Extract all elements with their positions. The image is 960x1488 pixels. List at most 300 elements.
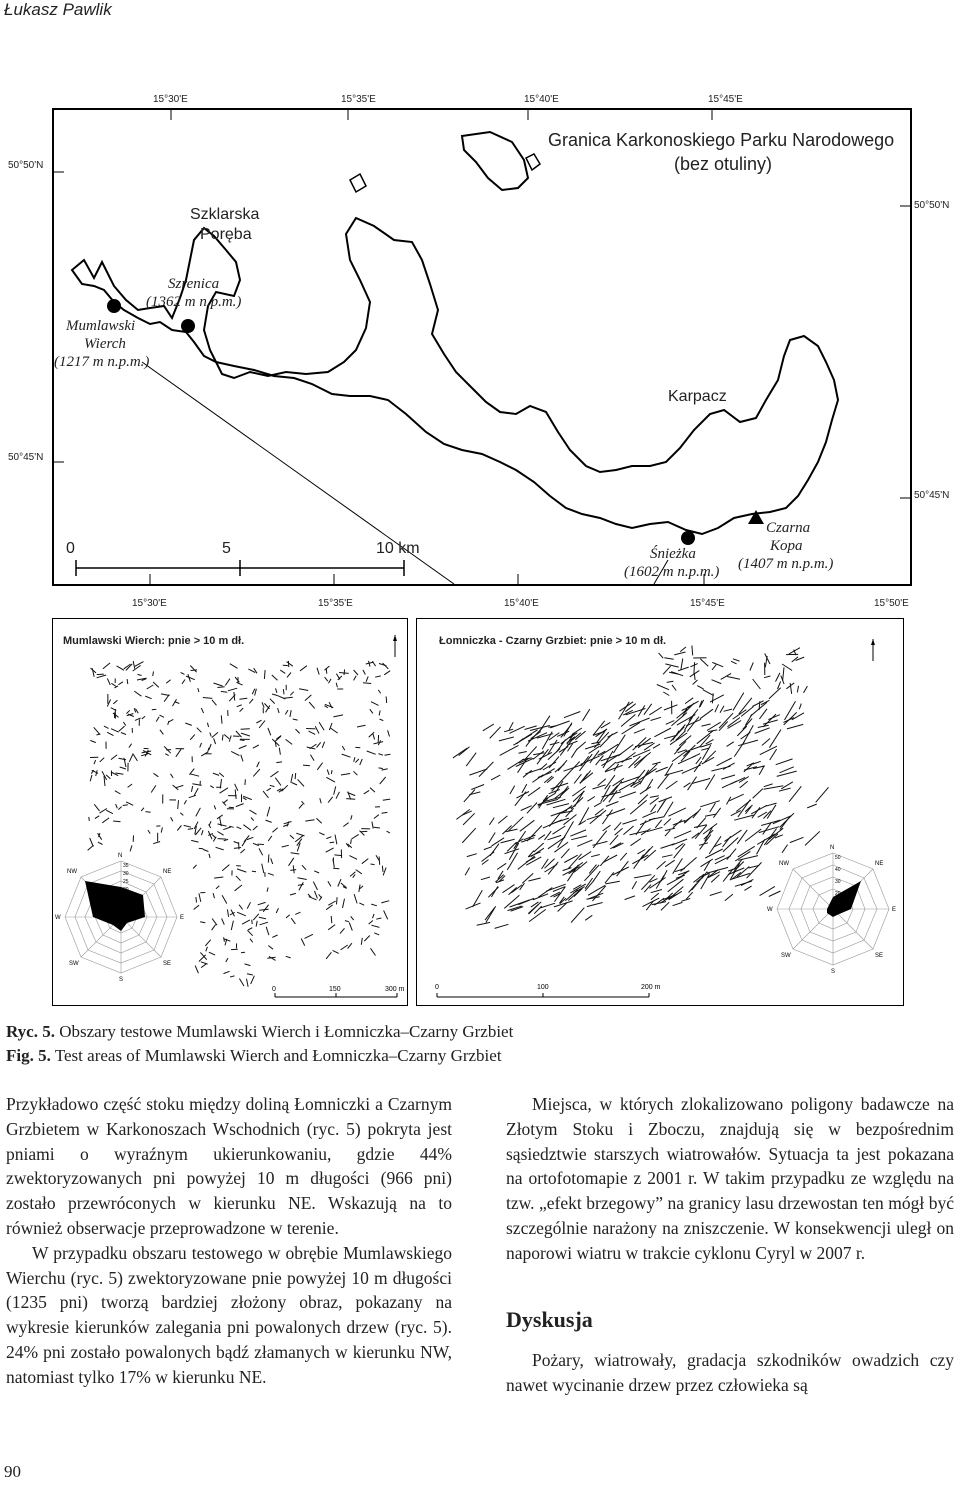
fallen-trunk-segment — [344, 669, 345, 675]
fallen-trunk-segment — [216, 847, 224, 850]
fallen-trunk-segment — [555, 764, 565, 772]
fallen-trunk-segment — [199, 955, 206, 962]
fallen-trunk-segment — [471, 785, 484, 790]
fallen-trunk-segment — [504, 729, 513, 732]
fallen-trunk-segment — [329, 702, 332, 708]
fallen-trunks-plot — [53, 619, 407, 1005]
fallen-trunk-segment — [276, 762, 282, 763]
fallen-trunk-segment — [333, 715, 343, 717]
fallen-trunk-segment — [201, 962, 208, 964]
fallen-trunk-segment — [349, 922, 352, 930]
fallen-trunk-segment — [761, 820, 780, 825]
fallen-trunk-segment — [370, 709, 373, 713]
fallen-trunk-segment — [751, 805, 767, 814]
fallen-trunk-segment — [651, 717, 662, 720]
fallen-trunk-segment — [744, 886, 751, 890]
fallen-trunk-segment — [221, 691, 227, 692]
fallen-trunk-segment — [550, 721, 569, 728]
fallen-trunk-segment — [805, 831, 820, 845]
fallen-trunk-segment — [263, 905, 268, 912]
fallen-trunk-segment — [272, 828, 277, 833]
fallen-trunk-segment — [142, 716, 145, 719]
fallen-trunk-segment — [593, 785, 606, 789]
section-heading: Dyskusja — [506, 1306, 593, 1332]
fallen-trunk-segment — [376, 918, 381, 919]
fallen-trunk-segment — [302, 801, 305, 804]
lat-label: 50°45'N — [8, 452, 44, 463]
fallen-trunk-segment — [327, 770, 329, 775]
fallen-trunk-segment — [171, 774, 174, 778]
fallen-trunk-segment — [189, 769, 194, 775]
panel-scale-label: 0 — [435, 984, 439, 991]
fallen-trunk-segment — [310, 755, 314, 761]
fallen-trunk-segment — [267, 807, 270, 817]
fallen-trunk-segment — [194, 905, 200, 909]
fallen-trunk-segment — [299, 804, 303, 808]
fallen-trunk-segment — [98, 842, 103, 844]
fallen-trunk-segment — [623, 826, 633, 835]
fallen-trunk-segment — [102, 818, 109, 823]
fallen-trunk-segment — [299, 689, 308, 691]
fallen-trunk-segment — [753, 679, 761, 689]
fallen-trunk-segment — [210, 786, 214, 788]
fallen-trunk-segment — [320, 798, 321, 803]
fallen-trunk-segment — [490, 727, 501, 739]
fallen-trunk-segment — [351, 916, 354, 920]
fallen-trunk-segment — [243, 798, 247, 800]
north-arrow-icon — [871, 639, 875, 661]
fallen-trunk-segment — [540, 903, 556, 908]
fallen-trunk-segment — [799, 704, 801, 710]
fallen-trunk-segment — [295, 773, 296, 779]
fallen-trunk-segment — [527, 803, 537, 814]
figure-caption-pl — [6, 1022, 513, 1042]
fallen-trunk-segment — [221, 715, 222, 723]
fallen-trunk-segment — [92, 668, 94, 677]
fallen-trunk-segment — [561, 724, 572, 738]
rose-ring-label: 50 — [835, 855, 841, 861]
fallen-trunk-segment — [241, 729, 250, 730]
fallen-trunk-segment — [258, 902, 266, 904]
fallen-trunk-segment — [351, 815, 352, 819]
fallen-trunk-segment — [188, 829, 193, 830]
caption-label: Fig. 5. — [6, 1046, 51, 1065]
rose-label: N — [830, 845, 835, 851]
fallen-trunk-segment — [705, 849, 722, 858]
fallen-trunk-segment — [290, 710, 291, 717]
town-label: Szklarska — [190, 206, 260, 223]
fallen-trunk-segment — [247, 979, 249, 987]
fallen-trunk-segment — [331, 728, 338, 733]
fallen-trunk-segment — [290, 692, 293, 696]
fallen-trunk-segment — [720, 706, 724, 713]
fallen-trunk-segment — [241, 755, 243, 762]
fallen-trunk-segment — [222, 895, 227, 903]
fallen-trunk-segment — [585, 744, 600, 749]
fallen-trunk-segment — [665, 830, 670, 836]
fallen-trunk-segment — [528, 787, 540, 796]
fallen-trunk-segment — [100, 758, 104, 762]
fallen-trunk-segment — [296, 833, 304, 836]
fallen-trunk-segment — [374, 815, 379, 819]
fallen-trunk-segment — [790, 837, 804, 842]
fallen-trunk-segment — [469, 769, 487, 775]
north-arrow-icon — [393, 635, 397, 657]
fallen-trunk-segment — [371, 948, 376, 955]
fallen-trunk-segment — [355, 759, 358, 763]
fallen-trunk-segment — [153, 671, 154, 676]
fallen-trunk-segment — [343, 823, 348, 827]
fallen-trunk-segment — [608, 732, 618, 737]
fallen-trunk-segment — [199, 893, 201, 902]
fallen-trunk-segment — [290, 835, 294, 839]
fallen-trunk-segment — [268, 836, 272, 841]
fallen-trunk-segment — [522, 784, 527, 793]
fallen-trunk-segment — [268, 873, 274, 875]
fallen-trunk-segment — [268, 946, 273, 950]
fallen-trunk-segment — [214, 877, 223, 878]
fallen-trunk-segment — [667, 877, 682, 885]
fallen-trunk-segment — [205, 940, 210, 946]
fallen-trunk-segment — [777, 771, 797, 776]
rose-ring-label: 5 — [123, 911, 126, 917]
fallen-trunk-segment — [518, 856, 535, 870]
fallen-trunk-segment — [334, 786, 336, 794]
fallen-trunk-segment — [505, 849, 520, 854]
fallen-trunk-segment — [240, 740, 245, 741]
fallen-trunk-segment — [362, 859, 369, 864]
fallen-trunk-segment — [382, 812, 388, 813]
fallen-trunk-segment — [237, 869, 246, 872]
fallen-trunk-segment — [789, 786, 801, 801]
fallen-trunk-segment — [654, 728, 671, 737]
fallen-trunk-segment — [356, 870, 362, 874]
fallen-trunk-segment — [363, 670, 366, 675]
fallen-trunk-segment — [725, 894, 733, 901]
fallen-trunk-segment — [177, 826, 181, 831]
fallen-trunk-segment — [272, 935, 277, 937]
fallen-trunk-segment — [750, 662, 753, 670]
peak-label: Mumlawski — [66, 318, 136, 334]
lon-label: 15°40'E — [524, 94, 559, 105]
panel-scale-bar — [275, 993, 397, 997]
fallen-trunk-segment — [284, 822, 292, 824]
fallen-trunk-segment — [571, 908, 584, 923]
fallen-trunk-segment — [237, 827, 242, 829]
fallen-trunk-segment — [681, 751, 690, 761]
fallen-trunk-segment — [374, 933, 379, 935]
fallen-trunk-segment — [106, 775, 110, 779]
fallen-trunk-segment — [723, 763, 735, 770]
fallen-trunk-segment — [769, 891, 781, 897]
fallen-trunk-segment — [561, 849, 569, 858]
fallen-trunk-segment — [593, 831, 607, 848]
fallen-trunk-segment — [198, 688, 199, 692]
fallen-trunk-segment — [606, 881, 620, 884]
fallen-trunk-segment — [119, 726, 125, 731]
fallen-trunk-segment — [253, 745, 259, 748]
fallen-trunk-segment — [176, 749, 182, 757]
fallen-trunk-segment — [370, 788, 375, 793]
fallen-trunk-segment — [267, 788, 271, 791]
fallen-trunk-segment — [519, 752, 527, 754]
panel-scale-label: 300 m — [385, 986, 405, 993]
fallen-trunk-segment — [326, 837, 331, 839]
fallen-trunk-segment — [107, 678, 110, 685]
peak-marker — [681, 531, 695, 545]
fallen-trunk-segment — [210, 733, 211, 737]
fallen-trunk-segment — [620, 792, 636, 798]
fallen-trunk-segment — [168, 721, 169, 725]
fallen-trunk-segment — [619, 702, 633, 711]
fallen-trunk-segment — [764, 676, 770, 678]
fallen-trunk-segment — [235, 885, 242, 891]
fallen-trunk-segment — [523, 770, 532, 777]
fallen-trunk-segment — [354, 757, 355, 761]
fallen-trunk-segment — [467, 854, 477, 857]
fallen-trunk-segment — [145, 696, 151, 699]
fallen-trunk-segment — [379, 857, 380, 865]
fallen-trunk-segment — [89, 817, 90, 821]
fallen-trunk-segment — [650, 796, 659, 798]
fallen-trunk-segment — [189, 795, 196, 797]
fallen-trunk-segment — [692, 646, 693, 656]
fallen-trunk-segment — [231, 751, 239, 755]
fallen-trunk-segment — [386, 696, 387, 703]
fallen-trunk-segment — [734, 741, 744, 756]
fallen-trunk-segment — [705, 775, 714, 790]
fallen-trunk-segment — [583, 709, 590, 721]
fallen-trunk-segment — [271, 858, 273, 864]
fallen-trunk-segment — [117, 666, 124, 670]
fallen-trunk-segment — [724, 830, 741, 841]
fallen-trunk-segment — [322, 742, 324, 748]
fallen-trunk-segment — [126, 710, 129, 713]
lat-label: 50°50'N — [914, 200, 950, 211]
fallen-trunk-segment — [272, 675, 278, 680]
fallen-trunk-segment — [591, 855, 600, 857]
fallen-trunk-segment — [667, 681, 674, 682]
fallen-trunk-segment — [371, 904, 377, 906]
fallen-trunk-segment — [133, 661, 135, 669]
fallen-trunk-segment — [242, 920, 250, 924]
fallen-trunk-segment — [190, 735, 195, 740]
fallen-trunk-segment — [319, 722, 324, 730]
fallen-trunk-segment — [378, 754, 383, 756]
fallen-trunk-segment — [564, 765, 582, 771]
fallen-trunk-segment — [247, 930, 252, 935]
fallen-trunk-segment — [340, 928, 345, 933]
fallen-trunk-segment — [649, 707, 661, 715]
fallen-trunk-segment — [201, 708, 203, 713]
fallen-trunk-segment — [209, 744, 211, 750]
fallen-trunk-segment — [712, 665, 716, 670]
fallen-trunk-segment — [229, 736, 231, 742]
fallen-trunk-segment — [797, 686, 798, 693]
fallen-trunk-segment — [780, 767, 794, 773]
fallen-trunk-segment — [228, 688, 237, 691]
fallen-trunk-segment — [614, 822, 621, 830]
fallen-trunk-segment — [116, 804, 118, 808]
fallen-trunk-segment — [379, 711, 380, 716]
fallen-trunk-segment — [160, 715, 165, 717]
fallen-trunk-segment — [267, 888, 268, 892]
fallen-trunk-segment — [301, 939, 305, 946]
fallen-trunk-segment — [203, 849, 208, 851]
fallen-trunk-segment — [510, 786, 515, 794]
fallen-trunk-segment — [371, 702, 379, 706]
fallen-trunk-segment — [195, 966, 198, 974]
fallen-trunk-segment — [549, 757, 559, 769]
fallen-trunk-segment — [339, 673, 349, 674]
fallen-trunk-segment — [707, 722, 721, 730]
fallen-trunk-segment — [665, 860, 675, 867]
fallen-trunk-segment — [353, 874, 355, 877]
fallen-trunk-segment — [630, 800, 646, 814]
fallen-trunk-segment — [130, 845, 132, 851]
fallen-trunk-segment — [656, 875, 664, 888]
fallen-trunk-segment — [740, 781, 748, 788]
fallen-trunk-segment — [554, 842, 568, 852]
fallen-trunk-segment — [203, 698, 212, 699]
fallen-trunk-segment — [262, 864, 264, 873]
fallen-trunk-segment — [759, 709, 767, 719]
fallen-trunk-segment — [259, 917, 266, 918]
fallen-trunk-segment — [319, 894, 322, 897]
lon-label: 15°35'E — [341, 94, 376, 105]
fallen-trunk-segment — [658, 774, 669, 789]
fallen-trunk-segment — [313, 882, 317, 890]
panel-scale-label: 0 — [272, 986, 276, 993]
fallen-trunk-segment — [538, 888, 552, 898]
map-graphics — [54, 110, 910, 584]
fallen-trunk-segment — [305, 695, 312, 701]
rose-ring-label: 30 — [123, 871, 129, 877]
fallen-trunk-segment — [685, 703, 695, 713]
fallen-trunk-segment — [733, 659, 740, 661]
fallen-trunk-segment — [686, 719, 701, 726]
caption-text: Test areas of Mumlawski Wierch and Łomniczka–Czarny Grzbiet — [54, 1046, 502, 1065]
fallen-trunk-segment — [217, 687, 224, 688]
fallen-trunk-segment — [259, 848, 263, 855]
fallen-trunk-segment — [592, 841, 607, 845]
rose-ring-label: 10 — [835, 903, 841, 909]
fallen-trunk-segment — [625, 896, 635, 900]
panel-scale-label: 100 — [537, 984, 549, 991]
fallen-trunk-segment — [223, 800, 227, 804]
fallen-trunk-segment — [239, 905, 243, 910]
fallen-trunk-segment — [787, 724, 803, 729]
fallen-trunk-segment — [634, 729, 645, 733]
fallen-trunk-segment — [247, 974, 253, 975]
fallen-trunk-segment — [638, 795, 648, 805]
fallen-trunk-segment — [338, 879, 341, 886]
fallen-trunk-segment — [600, 856, 609, 866]
fallen-trunk-segment — [235, 677, 239, 682]
fallen-trunk-segment — [218, 832, 224, 836]
fallen-trunk-segment — [260, 922, 268, 925]
fallen-trunk-segment — [298, 878, 307, 880]
paragraph: W przypadku obszaru testowego w obrębie Mumlawskiego Wierchu (ryc. 5) zwektoryzowane pnie powyżej 10 m długości (1235 pni) tworzą bardziej złożony obraz, pokazany na wykresie kierunków zalegania pni powalonych drzew (ryc. 5). 24% pni zostało powalonych bądź złamanych w kierunku NW, natomiast tylko 17% w kierunku NE. — [6, 1242, 452, 1387]
fallen-trunk-segment — [738, 740, 758, 746]
fallen-trunk-segment — [646, 779, 653, 791]
fallen-trunk-segment — [776, 759, 793, 765]
fallen-trunk-segment — [713, 808, 720, 818]
fallen-trunk-segment — [553, 826, 566, 834]
rose-ring-label: 25 — [123, 879, 129, 885]
fallen-trunk-segment — [324, 706, 328, 708]
fallen-trunk-segment — [161, 827, 162, 832]
fallen-trunk-segment — [118, 682, 123, 685]
fallen-trunk-segment — [552, 776, 566, 791]
fallen-trunk-segment — [675, 868, 685, 871]
fallen-trunk-segment — [325, 666, 330, 670]
fallen-trunk-segment — [669, 887, 684, 900]
fallen-trunk-segment — [249, 699, 253, 703]
fallen-trunk-segment — [193, 865, 197, 869]
fallen-trunk-segment — [156, 717, 159, 722]
fallen-trunk-segment — [633, 737, 647, 750]
fallen-trunk-segment — [372, 822, 373, 829]
fallen-trunk-segment — [90, 740, 96, 742]
fallen-trunk-segment — [723, 838, 738, 852]
fallen-trunk-segment — [286, 915, 290, 918]
rose-label: SW — [781, 953, 791, 959]
fallen-trunk-segment — [509, 722, 513, 730]
fallen-trunk-segment — [807, 804, 817, 808]
fallen-trunk-segment — [270, 771, 278, 777]
fallen-trunk-segment — [354, 676, 357, 681]
fallen-trunk-segment — [154, 773, 159, 777]
wind-rose-diagram — [767, 845, 896, 975]
scale-label: 0 — [66, 540, 75, 557]
fallen-trunk-segment — [296, 729, 300, 733]
rose-label: S — [831, 969, 836, 975]
fallen-trunk-segment — [705, 827, 713, 841]
fallen-trunk-segment — [165, 754, 169, 756]
fallen-trunk-segment — [252, 871, 256, 872]
fallen-trunk-segment — [507, 853, 517, 870]
fallen-trunk-segment — [343, 899, 345, 908]
fallen-trunk-segment — [212, 732, 218, 737]
fallen-trunk-segment — [214, 683, 223, 686]
panel-title: Mumlawski Wierch: pnie > 10 m dł. — [63, 635, 245, 647]
fallen-trunk-segment — [697, 731, 713, 744]
fallen-trunk-segment — [264, 670, 265, 679]
fallen-trunk-segment — [234, 848, 241, 849]
fallen-trunk-segment — [328, 901, 335, 905]
fallen-trunk-segment — [485, 908, 495, 920]
fallen-trunk-segment — [570, 830, 586, 836]
fallen-trunk-segment — [553, 804, 569, 808]
fallen-trunk-segment — [729, 794, 743, 801]
fallen-trunk-segment — [213, 893, 214, 898]
fallen-trunk-segment — [351, 839, 352, 844]
fallen-trunk-segment — [694, 662, 695, 674]
fallen-trunk-segment — [298, 779, 305, 786]
lon-label: 15°30'E — [153, 94, 188, 105]
fallen-trunk-segment — [588, 797, 595, 802]
fallen-trunk-segment — [453, 748, 467, 758]
rose-label: N — [118, 853, 123, 859]
fallen-trunk-segment — [593, 871, 600, 881]
fallen-trunk-segment — [673, 902, 683, 905]
fallen-trunk-segment — [352, 834, 359, 839]
fallen-trunk-segment — [236, 804, 244, 807]
fallen-trunk-segment — [734, 815, 753, 820]
fallen-trunk-segment — [333, 868, 339, 869]
fallen-trunk-segment — [671, 672, 683, 676]
